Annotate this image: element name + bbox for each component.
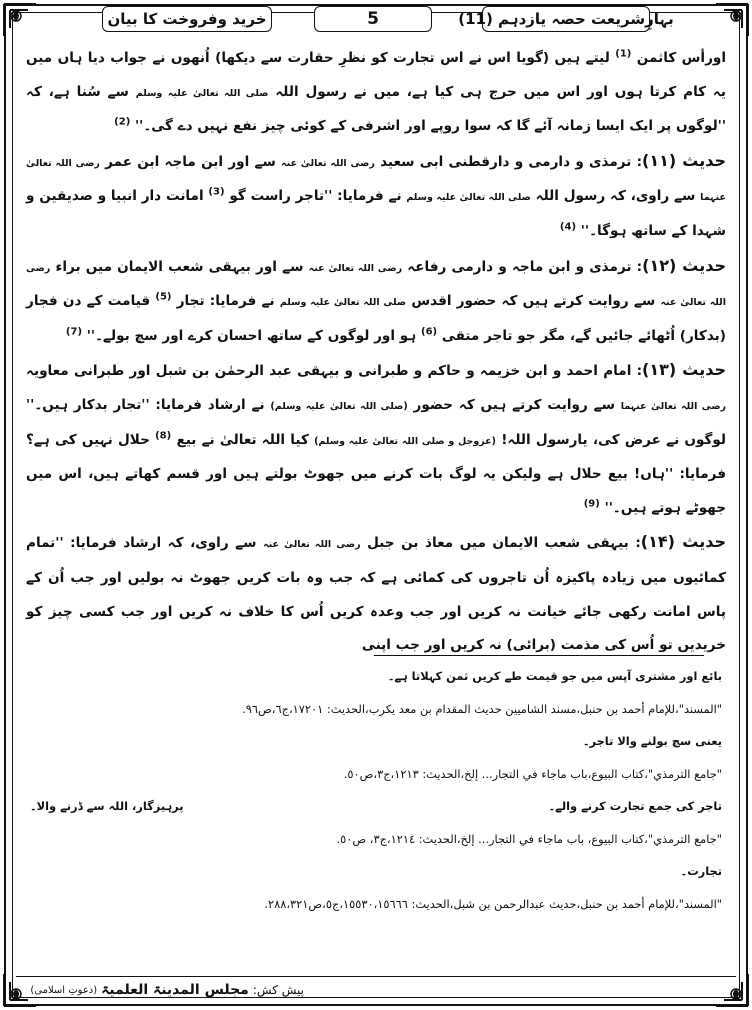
text-run: کیا اللہ تعالیٰ نے بیع	[176, 431, 309, 448]
footnote-row	[30, 888, 722, 921]
footnote-marker[interactable]: (6)	[420, 326, 438, 338]
footnote-marker[interactable]: (4)	[559, 221, 577, 233]
honorific: صلی اللہ تعالیٰ علیہ وسلم	[406, 192, 531, 204]
hadith-11	[26, 144, 726, 249]
publisher-subtitle: (دعوتِ اسلامی)	[30, 984, 98, 996]
text-run: سے سُنا ہے، کہ ''لوگوں پر ایک ایسا زمانہ آئے گا کہ سوا روپے اور اشرفی کے کوئی چیز نفع نہیں دے گی۔''	[26, 83, 726, 135]
footnote-row	[30, 693, 722, 726]
hadith-12	[26, 249, 726, 354]
footnote-marker[interactable]: (2)	[114, 116, 131, 128]
text-run: : امام احمد و ابن خزیمہ و حاکم و طبرانی و بیہقی عبد الرحمٰن بن شبل اور طبرانی معاویہ	[26, 363, 643, 380]
honorific: (عزوجل و صلی اللہ تعالیٰ علیہ وسلم)	[314, 435, 496, 447]
footnote-marker[interactable]: (8)	[155, 430, 172, 441]
footnote-1: بائع اور مشتری آپس میں جو قیمت طے کریں ثمن کہلاتا ہے۔	[387, 669, 722, 683]
footnote-6: پرہیزگار، اللہ سے ڈرنے والا۔	[30, 799, 184, 813]
text-run: نے فرمایا: تجار	[176, 293, 275, 310]
page-header	[102, 6, 674, 36]
text-run: : بیہقی شعب الایمان میں معاذ بن جبل	[367, 535, 641, 552]
presented-by-label: پیش کش:	[252, 983, 304, 997]
honorific: صلی اللہ تعالیٰ علیہ وسلم	[135, 87, 269, 99]
footnote-3: یعنی سچ بولنے والا تاجر۔	[582, 734, 722, 748]
corner-ornament-top-right	[714, 2, 750, 38]
hadith-label: حدیث (۱۳)	[642, 360, 727, 380]
text-run: سے روایت کرتے ہیں کہ حضور اقدس	[411, 293, 656, 310]
footnote-marker[interactable]: (7)	[65, 326, 83, 338]
text-run: لیتے ہیں (گویا اس نے اس تجارت کو نظرِ حقارت سے دیکھا) اُنھوں نے جواب دیا ہاں میں یہ کام کرتا ہوں اور اس میں حرج ہی کیا ہے، میں نے رسول اللہ	[26, 50, 726, 100]
footnote-row	[30, 790, 722, 823]
corner-ornament-top-left	[2, 2, 38, 38]
corner-ornament-bottom-right	[714, 972, 750, 1008]
publisher-name: مجلس المدینۃ العلمیۃ	[101, 982, 249, 998]
footnote-9: "المسند"،للإمام أحمد بن حنبل،حديث عبدالرحمن بن شبل،الحديث: ١٥٥٣٠،١٥٦٦٦،ج٥،ص٢٨٨،٣٢١.	[264, 896, 722, 911]
footnote-row	[30, 660, 722, 693]
footnote-7: "جامع الترمذي"،كتاب البيوع، باب ماجاء في التجار... إلخ،الحديث: ١٢١٤،ج٣، ص٥٠.	[336, 831, 722, 846]
text-run: سے روایت کرتے ہیں کہ حضور	[413, 396, 615, 413]
footnote-row	[30, 823, 722, 856]
hadith-label: حدیث (۱۴)	[640, 532, 727, 552]
text-run: سے اور ابن ماجہ ابن عمر	[105, 153, 276, 170]
text-run: : ترمذی و ابن ماجہ و دارمی رفاعہ	[407, 258, 643, 275]
book-title: بہارِشریعت حصہ یازدہم (11)	[482, 6, 650, 32]
footnote-2: "المسند"،للإمام أحمد بن حنبل،مسند الشاميين حديث المقدام بن معد يكرب،الحديث: ١٧٢٠١،ج٦،ص٩٦.	[242, 701, 722, 716]
text-run: : ترمذی و دارمی و دارقطنی ابی سعید	[380, 153, 643, 170]
chapter-title: خرید وفروخت کا بیان	[102, 6, 272, 32]
footnote-row	[30, 758, 722, 791]
text-run: نے ارشاد فرمایا: ''تجار بدکار ہیں۔'' لوگوں نے عرض کی، یارسول اللہ!	[26, 396, 727, 448]
footer-rule	[16, 976, 736, 977]
footnote-marker[interactable]: (1)	[615, 48, 632, 60]
text-run: حلال نہیں کی ہے؟ فرمایا: ''ہاں! بیع حلال ہے ولیکن یہ لوگ بات کرنے میں جھوٹ بولتے ہیں اور قسم کھاتے ہیں، اس میں جھوٹے ہوتے ہیں۔''	[26, 431, 726, 516]
page-footer	[30, 980, 304, 1000]
footnote-marker[interactable]: (5)	[155, 291, 172, 303]
honorific: (صلی اللہ تعالیٰ علیہ وسلم)	[270, 400, 408, 412]
honorific: رضی اللہ تعالیٰ عنہ	[308, 262, 403, 274]
footnote-marker[interactable]: (9)	[583, 498, 600, 510]
text-run: اورأس کاثمن	[636, 50, 727, 66]
text-run: قیامت کے دن فجار (بدکار) اُٹھائے جائیں گے، مگر جو تاجر متقی	[26, 293, 726, 344]
text-run: سے اور بیہقی شعب الایمان میں براء	[55, 258, 304, 275]
page-number: 5	[314, 6, 432, 32]
honorific: رضی اللہ تعالیٰ عنہما	[620, 400, 727, 412]
text-run: نے فرمایا: ''تاجر راست گو	[229, 188, 402, 205]
honorific: رضی اللہ تعالیٰ عنہ	[281, 157, 375, 169]
honorific: رضی اللہ تعالیٰ عنہ	[26, 262, 726, 309]
honorific: رضی اللہ تعالیٰ عنہما	[26, 157, 727, 204]
footnote-4: "جامع الترمذي"،كتاب البيوع،باب ماجاء في التجار... إلخ،الحديث: ١٢١٣،ج٣،ص٥٠.	[343, 766, 722, 781]
text-run: امانت دار انبیا و صدیقین و شہدا کے ساتھ ہوگا۔''	[26, 188, 726, 239]
text-run: سے راوی، کہ ارشاد فرمایا: ''تمام کمائیوں میں زیادہ پاکیزہ اُن تاجروں کی کمائی ہے کہ جب وہ بات کریں جھوٹ نہ بولیں اور جب اُن کے پاس امانت رکھی جائے خیانت نہ کریں اور جب وعدہ کریں اُس کا خلاف نہ کریں اور جب کسی چیز کو خریدیں تو اُس کی مذمت (برائی) نہ کریں اور جب اپنی	[26, 535, 726, 654]
text-run: سے راوی، کہ رسول اللہ	[535, 188, 696, 205]
footnote-separator	[374, 655, 704, 656]
footnote-marker[interactable]: (3)	[208, 186, 225, 198]
footnote-8: تجارت۔	[680, 864, 722, 878]
hadith-label: حدیث (۱۱)	[642, 150, 727, 170]
hadith-label: حدیث (۱۲)	[642, 255, 727, 275]
main-text	[26, 42, 726, 663]
footnote-row	[30, 725, 722, 758]
text-run: ہو اور لوگوں کے ساتھ احسان کرے اور سچ بولے۔''	[86, 327, 417, 344]
footnote-5: تاجر کی جمع تجارت کرنے والے۔	[548, 799, 722, 813]
hadith-14	[26, 525, 726, 662]
honorific: رضی اللہ تعالیٰ عنہ	[263, 539, 361, 551]
footnotes	[30, 660, 722, 920]
hadith-13	[26, 353, 726, 525]
footnote-row	[30, 855, 722, 888]
honorific: صلی اللہ تعالیٰ علیہ وسلم	[279, 297, 407, 309]
paragraph-intro	[26, 42, 726, 144]
